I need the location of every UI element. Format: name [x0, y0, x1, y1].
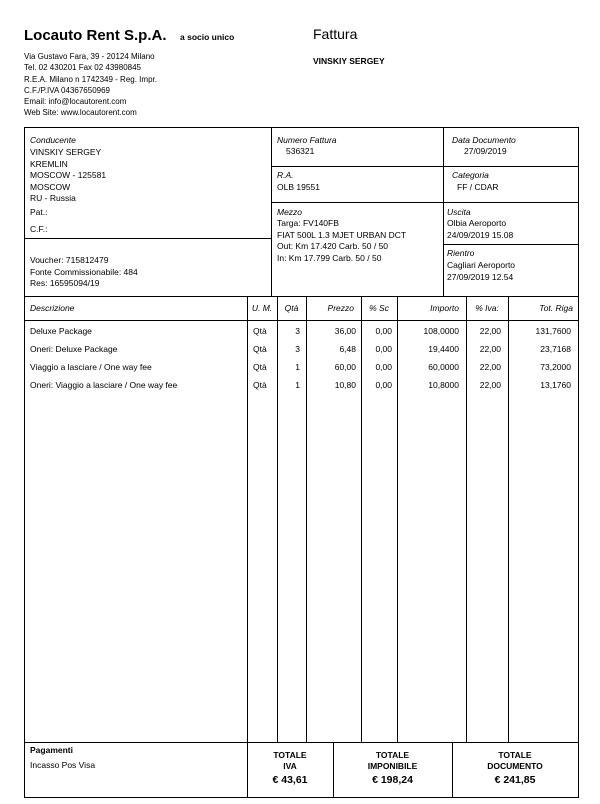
- header-discount: % Sc: [369, 303, 389, 313]
- header-vat: % Iva:: [475, 303, 499, 313]
- payment-method: Incasso Pos Visa: [30, 760, 96, 770]
- customer-name-header: VINSKIY SERGEY: [313, 56, 385, 66]
- address-line: Via Gustavo Fara, 39 - 20124 Milano: [24, 52, 155, 61]
- invoice-number-label: Numero Fattura: [277, 135, 337, 145]
- cell-qty: 3: [295, 344, 300, 354]
- return-place: Cagliari Aeroporto: [447, 260, 516, 270]
- exit-datetime: 24/09/2019 15.08: [447, 229, 514, 240]
- cell-discount: 0,00: [375, 326, 392, 336]
- exit-label: Uscita: [447, 207, 471, 217]
- total-imponibile: € 198,24: [372, 774, 413, 786]
- driver-line: MOSCOW - 125581: [30, 170, 107, 180]
- cell-line-total: 13,1760: [540, 380, 571, 390]
- cell-price: 36,00: [334, 326, 356, 336]
- cell-vat: 22,00: [479, 326, 501, 336]
- vehicle-info: [277, 218, 406, 264]
- cell-description: Oneri: Deluxe Package: [30, 344, 118, 354]
- category-value: FF / CDAR: [457, 182, 499, 192]
- ra-value: OLB 19551: [277, 182, 321, 192]
- payments-label: Pagamenti: [30, 745, 73, 755]
- total-iva: € 43,61: [272, 774, 308, 786]
- cell-qty: 3: [295, 326, 300, 336]
- cell-discount: 0,00: [375, 362, 392, 372]
- vehicle-line: Out: Km 17.420 Carb. 50 / 50: [277, 241, 389, 251]
- cell-line-total: 23,7168: [540, 344, 571, 354]
- company-tagline: a socio unico: [180, 32, 235, 42]
- total-documento-label: [452, 750, 578, 772]
- driver-info: [30, 147, 106, 205]
- cell-price: 10,80: [334, 380, 356, 390]
- driver-line: RU - Russia: [30, 193, 76, 203]
- total-iva-label: [247, 750, 333, 772]
- cell-vat: 22,00: [479, 380, 501, 390]
- cell-amount: 60,0000: [428, 362, 459, 372]
- address-line: Email: info@locautorent.com: [24, 97, 127, 107]
- cell-amount: 10,8000: [428, 380, 459, 390]
- voucher-line: Fonte Commissionabile: 484: [30, 266, 138, 277]
- total-documento-label-line: TOTALE: [498, 750, 532, 760]
- return-label: Rientro: [447, 248, 475, 258]
- cell-qty: 1: [295, 362, 300, 372]
- address-line: Tel. 02 430201 Fax 02 43980845: [24, 63, 141, 73]
- cell-unit: Qtà: [253, 380, 267, 390]
- header-price: Prezzo: [327, 303, 354, 313]
- return-datetime: 27/09/2019 12.54: [447, 271, 514, 282]
- cell-discount: 0,00: [375, 344, 392, 354]
- cell-unit: Qtà: [253, 362, 267, 372]
- cell-description: Viaggio a lasciare / One way fee: [30, 362, 152, 372]
- invoice-number: 536321: [286, 146, 315, 156]
- voucher-info: [30, 255, 138, 290]
- cell-unit: Qtà: [253, 326, 267, 336]
- driver-line: MOSCOW: [30, 181, 71, 192]
- ra-label: R.A.: [277, 170, 294, 180]
- header-unit: U. M.: [251, 303, 273, 313]
- header-qty: Qtà: [284, 303, 299, 313]
- address-line: Web Site: www.locautorent.com: [24, 108, 137, 118]
- vehicle-line: Targa: FV140FB: [277, 218, 339, 228]
- cell-amount: 19,4400: [428, 344, 459, 354]
- company-address: [24, 51, 157, 119]
- total-iva-label-line: TOTALE: [273, 750, 307, 760]
- driver-label: Conducente: [30, 135, 76, 145]
- company-name: Locauto Rent S.p.A.: [24, 27, 167, 44]
- document-date: 27/09/2019: [464, 146, 507, 156]
- category-label: Categoria: [452, 170, 489, 180]
- vehicle-line: FIAT 500L 1.3 MJET URBAN DCT: [277, 229, 407, 240]
- pat-label: Pat.:: [30, 207, 48, 217]
- cf-label: C.F.:: [30, 224, 48, 234]
- cell-description: Deluxe Package: [30, 326, 92, 336]
- cell-line-total: 131,7600: [535, 326, 571, 336]
- cell-line-total: 73,2000: [540, 362, 571, 372]
- document-title: Fattura: [313, 26, 358, 42]
- cell-discount: 0,00: [375, 380, 392, 390]
- cell-unit: Qtà: [253, 344, 267, 354]
- total-iva-label-line: IVA: [283, 761, 297, 771]
- driver-line: KREMLIN: [30, 158, 68, 169]
- cell-vat: 22,00: [479, 344, 501, 354]
- document-date-label: Data Documento: [452, 135, 516, 145]
- driver-line: VINSKIY SERGEY: [30, 147, 102, 157]
- voucher-line: Res: 16595094/19: [30, 278, 100, 288]
- exit-place: Olbia Aeroporto: [447, 218, 507, 228]
- vehicle-line: In: Km 17.799 Carb. 50 / 50: [277, 252, 382, 263]
- header-line-total: Tot. Riga: [539, 303, 573, 313]
- total-imponibile-label-line: TOTALE: [375, 750, 410, 760]
- address-line: C.F./P.IVA 04367650969: [24, 85, 110, 95]
- cell-price: 6,48: [339, 344, 356, 354]
- header-description: Descrizione: [30, 303, 75, 313]
- exit-info: [447, 218, 513, 241]
- address-line: R.E.A. Milano n 1742349 - Reg. Impr.: [24, 74, 157, 84]
- total-imponibile-label-line: IMPONIBILE: [367, 761, 418, 771]
- voucher-line: Voucher: 715812479: [30, 255, 109, 265]
- cell-description: Oneri: Viaggio a lasciare / One way fee: [30, 380, 178, 390]
- cell-vat: 22,00: [479, 362, 501, 372]
- cell-price: 60,00: [334, 362, 356, 372]
- total-documento: € 241,85: [494, 774, 536, 786]
- total-documento-label-line: DOCUMENTO: [487, 761, 543, 771]
- return-info: [447, 260, 515, 283]
- cell-amount: 108,0000: [423, 326, 459, 336]
- header-amount: Importo: [430, 303, 459, 313]
- vehicle-label: Mezzo: [277, 207, 303, 217]
- total-imponibile-label: [333, 750, 452, 772]
- cell-qty: 1: [295, 380, 300, 390]
